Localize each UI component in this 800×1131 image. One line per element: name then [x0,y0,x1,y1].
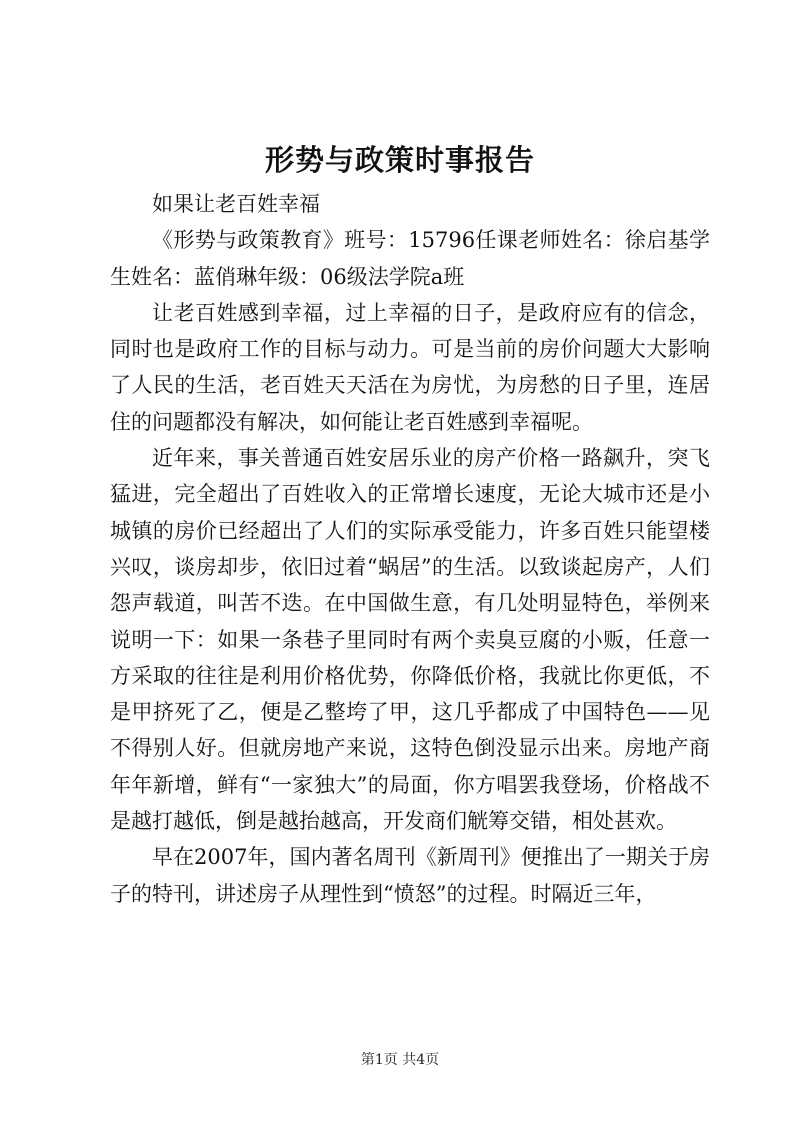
paragraph-student-info: 《形势与政策教育》班号：15796任课老师姓名：徐启基学生姓名：蓝俏琳年级：06级法学院a班 [110,228,710,289]
document-body [110,186,710,912]
document-title: 形势与政策时事报告 [264,143,535,177]
paragraph-subtitle: 如果让老百姓幸福 [152,192,320,216]
paragraph-intro: 让老百姓感到幸福，过上幸福的日子，是政府应有的信念，同时也是政府工作的目标与动力。可是当前的房价问题大大影响了人民的生活，老百姓天天活在为房忧，为房愁的日子里，连居住的问题都没有解决，如何能让老百姓感到幸福呢。 [110,300,710,434]
paragraph-housing-prices: 近年来，事关普通百姓安居乐业的房产价格一路飙升，突飞猛进，完全超出了百姓收入的正常增长速度，无论大城市还是小城镇的房价已经超出了人们的实际承受能力，许多百姓只能望楼兴叹，谈房却步，依旧过着“蜗居”的生活。以致谈起房产，人们怨声载道，叫苦不迭。在中国做生意，有几处明显特色，举例来说明一下：如果一条巷子里同时有两个卖臭豆腐的小贩，任意一方采取的往往是利用价格优势，你降低价格，我就比你更低，不是甲挤死了乙，便是乙整垮了甲，这几乎都成了中国特色——见不得别人好。但就房地产来说，这特色倒没显示出来。房地产商年年新增，鲜有“一家独大”的局面，你方唱罢我登场，价格战不是越打越低，倒是越抬越高，开发商们觥筹交错，相处甚欢。 [110,446,710,834]
paragraph-2007-special: 早在2007年，国内著名周刊《新周刊》便推出了一期关于房子的特刊，讲述房子从理性到“愤怒”的过程。时隔近三年， [110,845,710,906]
page-number: 第1页 共4页 [360,1052,440,1068]
